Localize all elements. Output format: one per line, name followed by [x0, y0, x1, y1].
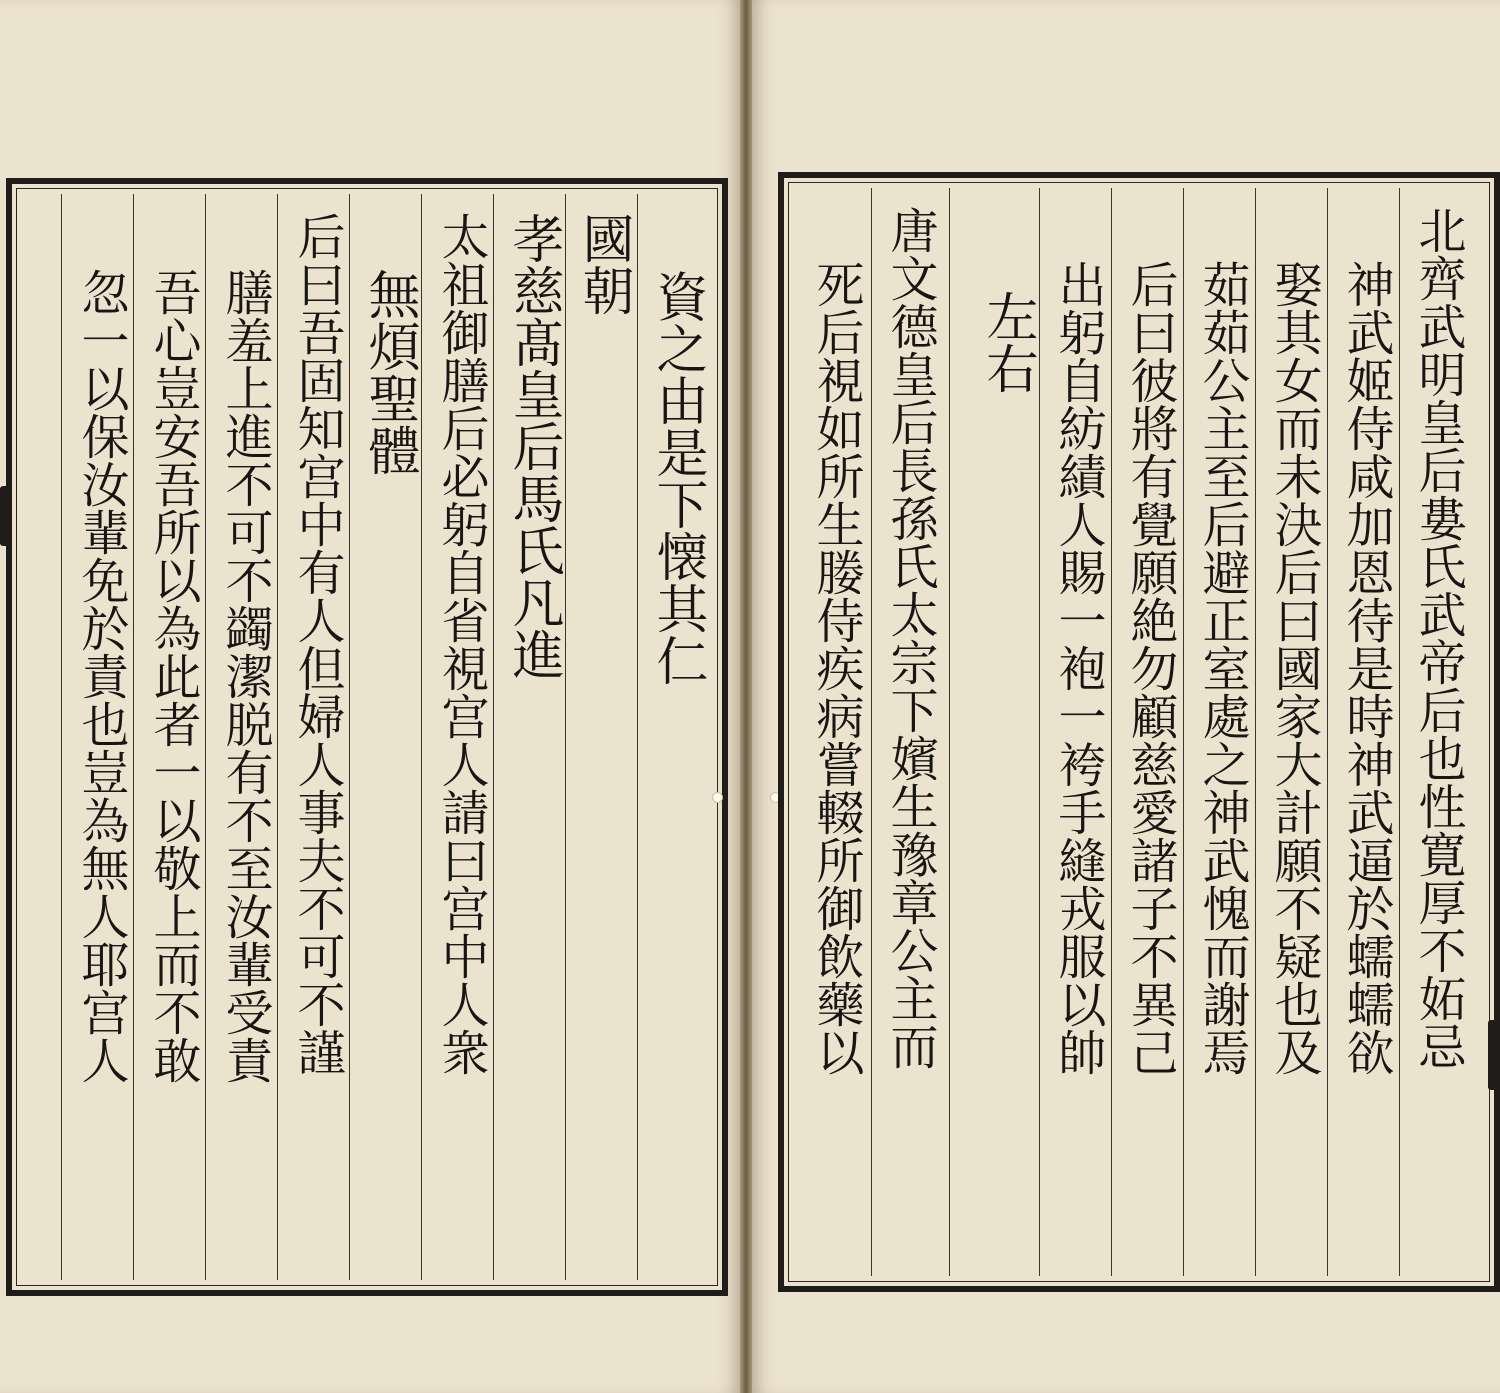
right-col-8: 唐文德皇后長孫氏太宗下嬪生豫章公主而 [882, 206, 938, 1070]
left-divider [349, 194, 350, 1280]
right-divider [871, 188, 872, 1276]
right-col-7: 左右 [977, 290, 1037, 394]
left-divider [493, 194, 494, 1280]
right-col-1: 北齊武明皇后婁氏武帝后也性寛厚不妬忌 [1410, 206, 1466, 1070]
right-col-9: 死后視如所生媵侍疾病嘗輟所御飲藥以 [808, 260, 864, 1076]
right-page-frame [778, 172, 1500, 1292]
fold-mark [0, 486, 10, 546]
left-col-2: 國朝 [573, 212, 633, 316]
left-col-3: 孝慈髙皇后馬氏凡進 [503, 212, 563, 680]
left-divider [421, 194, 422, 1280]
right-col-6: 出躬自紡績人賜一袍一袴手縫戎服以帥 [1050, 260, 1106, 1076]
right-col-4: 茹茹公主至后避正室處之神武愧而謝焉 [1194, 260, 1250, 1076]
left-col-9: 忽一以保汝輩免於責也豈為無人耶宫人 [73, 268, 129, 1084]
left-divider [637, 194, 638, 1280]
right-divider [1255, 188, 1256, 1276]
left-divider [61, 194, 62, 1280]
right-col-2: 神武姬侍咸加恩待是時神武逼於蠕蠕欲 [1338, 260, 1394, 1076]
left-divider [205, 194, 206, 1280]
right-col-5: 后曰彼將有覺願絶勿顧慈愛諸子不異己 [1122, 260, 1178, 1076]
binding-hole [712, 792, 723, 803]
left-page [0, 0, 740, 1393]
right-divider [1327, 188, 1328, 1276]
left-divider [565, 194, 566, 1280]
right-divider [1111, 188, 1112, 1276]
right-divider [1039, 188, 1040, 1276]
left-col-6: 后曰吾固知宫中有人但婦人事夫不可不謹 [289, 212, 345, 1076]
left-divider [277, 194, 278, 1280]
left-col-1: 資之由是下懐其仁 [647, 270, 707, 686]
left-col-5: 無煩聖體 [359, 268, 419, 476]
book-gutter [740, 0, 752, 1393]
left-divider [133, 194, 134, 1280]
left-page-frame [6, 178, 728, 1296]
right-col-3: 娶其女而未決后曰國家大計願不疑也及 [1266, 260, 1322, 1076]
left-col-4: 太祖御膳后必躬自省視宫人請曰宫中人衆 [433, 212, 489, 1076]
right-divider [1399, 188, 1400, 1276]
left-col-8: 吾心豈安吾所以為此者一以敬上而不敢 [145, 268, 201, 1084]
right-divider [949, 188, 950, 1276]
right-divider [1183, 188, 1184, 1276]
left-col-7: 膳羞上進不可不蠲潔脱有不至汝輩受責 [217, 268, 273, 1084]
fold-mark [1488, 1020, 1500, 1090]
